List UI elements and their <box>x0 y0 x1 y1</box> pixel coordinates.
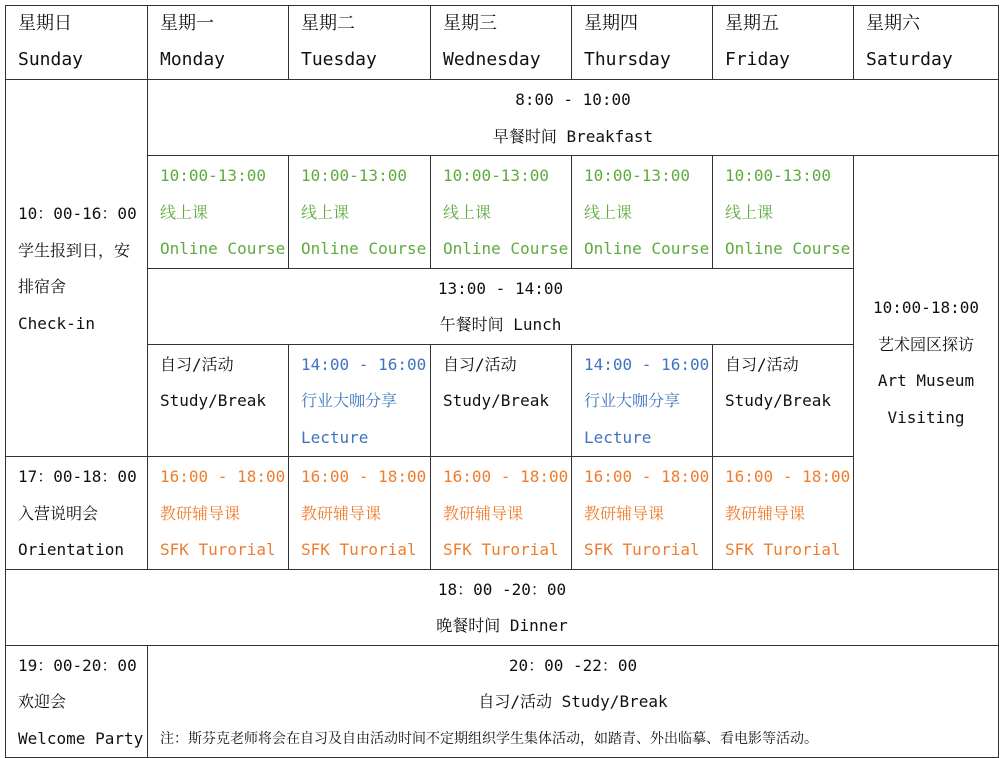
orientation-time: 17：00-18：00 <box>18 467 137 486</box>
dinner-row <box>6 569 999 645</box>
tutorial-thursday: 16:00 - 18:00 教研辅导课 SFK Turorial <box>572 457 713 570</box>
welcome-time: 19：00-20：00 <box>18 655 137 675</box>
saturday-en-2: Visiting <box>887 407 965 427</box>
study-wednesday: 自习/活动 Study/Break <box>431 344 572 457</box>
afternoon-row <box>6 344 999 457</box>
dinner-time: 18：00 -20：00 <box>437 579 567 599</box>
lunch-cell <box>148 268 854 344</box>
sunday-orientation-cell <box>6 457 148 570</box>
saturday-time: 10:00-18:00 <box>873 298 979 318</box>
online-course-friday: 10:00-13:00 线上课 Online Course <box>713 156 854 269</box>
tutorial-monday: 16:00 - 18:00 教研辅导课 SFK Turorial <box>148 457 289 570</box>
breakfast-label: 早餐时间 Breakfast <box>492 126 654 146</box>
breakfast-cell <box>148 80 999 156</box>
evening-time: 20：00 -22：00 <box>508 655 638 675</box>
checkin-time: 10：00-16：00 <box>18 204 137 223</box>
day-header-wednesday: 星期三 Wednesday <box>431 6 572 80</box>
day-header-friday: 星期五 Friday <box>713 6 854 80</box>
lecture-tuesday: 14:00 - 16:00 行业大咖分享 Lecture <box>289 344 431 457</box>
sunday-checkin-cell <box>6 80 148 457</box>
day-header-thursday: 星期四 Thursday <box>572 6 713 80</box>
dinner-label: 晚餐时间 Dinner <box>436 616 568 635</box>
tutorial-row <box>6 457 999 570</box>
evening-cell <box>148 645 999 758</box>
saturday-en-1: Art Museum <box>877 371 975 391</box>
breakfast-row <box>6 80 999 156</box>
orientation-cn: 入营说明会 <box>18 503 99 523</box>
day-header-monday: 星期一 Monday <box>148 6 289 80</box>
header-row <box>6 6 999 80</box>
online-course-thursday: 10:00-13:00 线上课 Online Course <box>572 156 713 269</box>
checkin-text-2: 排宿舍 <box>18 277 67 296</box>
online-course-wednesday: 10:00-13:00 线上课 Online Course <box>431 156 572 269</box>
day-header-saturday: 星期六 Saturday <box>854 6 999 80</box>
dinner-cell <box>6 569 999 645</box>
evening-row <box>6 645 999 758</box>
saturday-cn: 艺术园区探访 <box>877 334 974 354</box>
saturday-art-museum-cell <box>854 156 999 570</box>
online-course-row <box>6 156 999 269</box>
lecture-thursday: 14:00 - 16:00 行业大咖分享 Lecture <box>572 344 713 457</box>
tutorial-friday: 16:00 - 18:00 教研辅导课 SFK Turorial <box>713 457 854 570</box>
checkin-text-1: 学生报到日，安 <box>18 240 131 260</box>
online-course-tuesday: 10:00-13:00 线上课 Online Course <box>289 156 431 269</box>
sunday-welcome-cell <box>6 645 148 758</box>
tutorial-wednesday: 16:00 - 18:00 教研辅导课 SFK Turorial <box>431 457 572 570</box>
checkin-en: Check-in <box>18 313 96 333</box>
welcome-cn: 欢迎会 <box>18 692 67 711</box>
welcome-en: Welcome Party <box>18 728 144 748</box>
breakfast-time: 8:00 - 10:00 <box>515 90 631 109</box>
lunch-label: 午餐时间 Lunch <box>439 315 562 334</box>
study-monday: 自习/活动 Study/Break <box>148 344 289 457</box>
evening-note: 注：斯芬克老师将会在自习及自由活动时间不定期组织学生集体活动，如踏青、外出临摹、看电影等活动。 <box>160 730 818 747</box>
day-header-tuesday: 星期二 Tuesday <box>289 6 431 80</box>
day-header-sunday: 星期日 Sunday <box>6 6 148 80</box>
weekly-schedule-table <box>5 5 999 758</box>
lunch-time: 13:00 - 14:00 <box>437 278 564 298</box>
tutorial-tuesday: 16:00 - 18:00 教研辅导课 SFK Turorial <box>289 457 431 570</box>
lunch-row <box>6 268 999 344</box>
orientation-en: Orientation <box>18 540 124 559</box>
online-course-monday: 10:00-13:00 线上课 Online Course <box>148 156 289 269</box>
study-friday: 自习/活动 Study/Break <box>713 344 854 457</box>
evening-label: 自习/活动 Study/Break <box>478 692 668 711</box>
